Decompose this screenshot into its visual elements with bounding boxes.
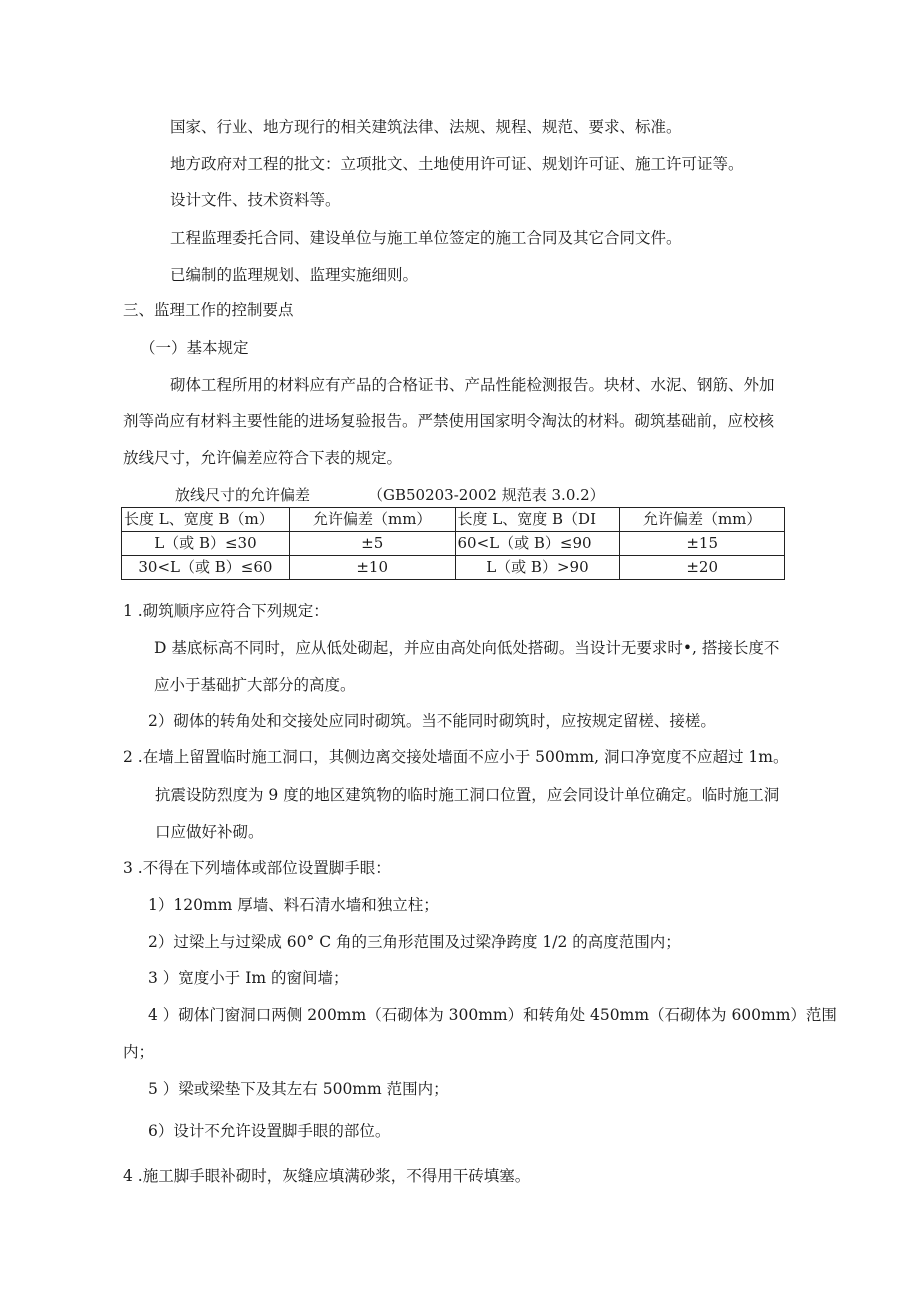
item-continuation: 口应做好补砌。 — [155, 823, 264, 841]
basis-line: 工程监理委托合同、建设单位与施工单位签定的施工合同及其它合同文件。 — [170, 229, 682, 247]
item-continuation: 抗震设防烈度为 9 度的地区建筑物的临时施工洞口位置，应会同设计单位确定。临时施工洞 — [155, 786, 780, 804]
basis-line: 设计文件、技术资料等。 — [170, 191, 341, 209]
intro-paragraph-line: 剂等尚应有材料主要性能的进场复验报告。严禁使用国家明令淘汰的材料。砌筑基础前，应校核 — [123, 412, 775, 430]
sub-item-continuation: 应小于基础扩大部分的高度。 — [154, 676, 356, 694]
table-header-cell: 长度 L、宽度 B（DI — [455, 508, 620, 532]
table-cell: L（或 B）≤30 — [122, 532, 290, 556]
numbered-item: 2 .在墙上留置临时施工洞口，其侧边离交接处墙面不应小于 500mm, 洞口净宽度不应超过 1m。 — [123, 748, 789, 766]
sub-item: 6）设计不允许设置脚手眼的部位。 — [148, 1122, 391, 1140]
intro-paragraph-line: 砌体工程所用的材料应有产品的合格证书、产品性能检测报告。块材、水泥、钢筋、外加 — [170, 376, 775, 394]
sub-item: 5 ）梁或梁垫下及其左右 500mm 范围内； — [148, 1080, 449, 1098]
table-row — [122, 556, 785, 580]
numbered-item: 1 .砌筑顺序应符合下列规定： — [123, 602, 329, 620]
table-header-row — [122, 508, 785, 532]
table-header-cell: 允许偏差（mm） — [289, 508, 455, 532]
numbered-item: 4 .施工脚手眼补砌时，灰缝应填满砂浆，不得用干砖填塞。 — [123, 1167, 531, 1185]
table-cell: 30<L（或 B）≤60 — [122, 556, 290, 580]
table-cell: ±20 — [620, 556, 785, 580]
sub-item: 2）砌体的转角处和交接处应同时砌筑。当不能同时砌筑时，应按规定留槎、接槎。 — [148, 712, 716, 730]
basis-line: 国家、行业、地方现行的相关建筑法律、法规、规程、规范、要求、标准。 — [170, 118, 682, 136]
basis-line: 地方政府对工程的批文：立项批文、土地使用许可证、规划许可证、施工许可证等。 — [170, 155, 744, 173]
table-cell: L（或 B）>90 — [455, 556, 620, 580]
sub-item: 2）过梁上与过梁成 60° C 角的三角形范围及过梁净跨度 1/2 的高度范围内； — [148, 933, 681, 951]
sub-item-continuation: 内； — [123, 1043, 155, 1061]
table-header-cell: 允许偏差（mm） — [620, 508, 785, 532]
table-cell: ±15 — [620, 532, 785, 556]
numbered-item: 3 .不得在下列墙体或部位设置脚手眼： — [123, 859, 391, 877]
table-cell: ±10 — [289, 556, 455, 580]
table-cell: ±5 — [289, 532, 455, 556]
intro-paragraph-line: 放线尺寸，允许偏差应符合下表的规定。 — [123, 449, 403, 467]
subsection-heading: （一）基本规定 — [140, 339, 249, 357]
table-header-cell: 长度 L、宽度 B（m） — [122, 508, 290, 532]
sub-item: 1）120mm 厚墙、料石清水墙和独立柱； — [148, 896, 439, 914]
table-row — [122, 532, 785, 556]
sub-item: 3 ）宽度小于 Im 的窗间墙； — [148, 969, 349, 987]
table-caption-title: 放线尺寸的允许偏差 — [175, 486, 311, 504]
table-caption-source: （GB50203-2002 规范表 3.0.2） — [368, 486, 605, 504]
tolerance-table — [121, 507, 785, 580]
section-heading: 三、监理工作的控制要点 — [123, 301, 294, 319]
basis-line: 已编制的监理规划、监理实施细则。 — [170, 266, 419, 284]
sub-item: D 基底标高不同时，应从低处砌起，并应由高处向低处搭砌。当设计无要求时•, 搭接长度不 — [154, 639, 780, 657]
sub-item: 4 ）砌体门窗洞口两侧 200mm（石砌体为 300mm）和转角处 450mm（石砌体为 600mm）范围 — [148, 1006, 837, 1024]
table-cell: 60<L（或 B）≤90 — [455, 532, 620, 556]
